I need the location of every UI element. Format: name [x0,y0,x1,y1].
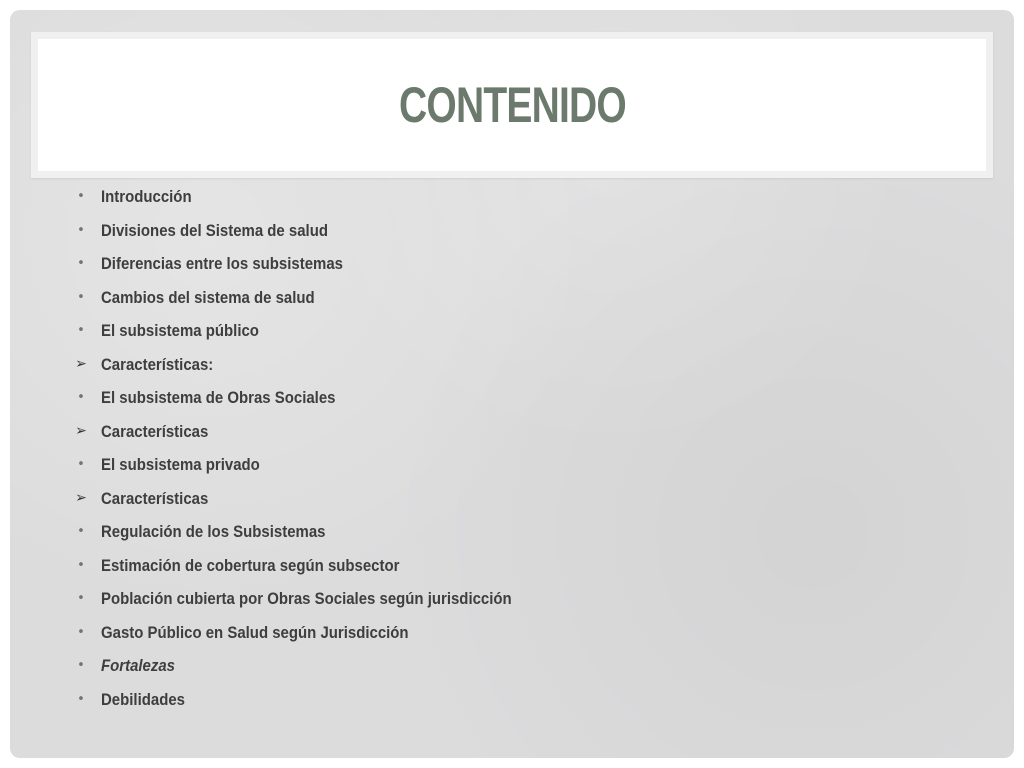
bullet-dot-icon: • [77,591,85,606]
bullet-dot-icon: • [77,390,85,405]
list-item-label: El subsistema de Obras Sociales [101,388,336,407]
page-title: CONTENIDO [398,77,626,133]
list-item [70,616,970,650]
bullet-dot-icon: • [77,189,85,204]
list-item [70,649,970,683]
bullet-dot-icon: • [77,658,85,673]
list-item [70,247,970,281]
list-item-label: Características [101,488,209,508]
list-item-label: Introducción [101,187,192,206]
list-item-label: Estimación de cobertura según subsector [101,555,400,575]
bullet-dot-icon: • [77,557,85,573]
contents-list [70,180,970,716]
list-item [70,448,970,482]
list-item-label: El subsistema público [101,321,259,340]
list-item-label: Regulación de los Subsistemas [101,522,326,541]
list-item [70,683,970,717]
list-item [70,582,970,616]
list-item-label: Divisiones del Sistema de salud [101,220,328,240]
list-item-label: Diferencias entre los subsistemas [101,254,343,273]
list-item [70,348,970,382]
list-item [70,381,970,415]
bullet-dot-icon: • [77,691,85,707]
bullet-dot-icon: • [77,256,85,271]
arrow-bullet-icon: ➢ [75,422,87,439]
list-item-label: Características [101,421,209,441]
title-box [31,32,993,178]
list-item-label: Población cubierta por Obras Sociales según jurisdicción [101,589,512,608]
list-item-label: El subsistema privado [101,455,260,474]
list-item [70,415,970,449]
list-item [70,549,970,583]
slide [10,10,1014,758]
list-item-label: Gasto Público en Salud según Jurisdicción [101,622,409,642]
bullet-dot-icon: • [77,624,85,640]
list-item-label: Debilidades [101,689,185,709]
list-item [70,515,970,549]
bullet-dot-icon: • [77,457,85,472]
list-item [70,314,970,348]
list-item-label: Cambios del sistema de salud [101,287,315,307]
list-item [70,180,970,214]
arrow-bullet-icon: ➢ [75,489,87,506]
bullet-dot-icon: • [77,222,85,238]
arrow-bullet-icon: ➢ [75,355,87,372]
bullet-dot-icon: • [77,289,85,305]
bullet-dot-icon: • [77,524,85,539]
bullet-dot-icon: • [77,323,85,338]
list-item [70,281,970,315]
list-item [70,482,970,516]
list-item-label: Características: [101,354,214,374]
list-item-label: Fortalezas [101,656,176,675]
list-item [70,214,970,248]
